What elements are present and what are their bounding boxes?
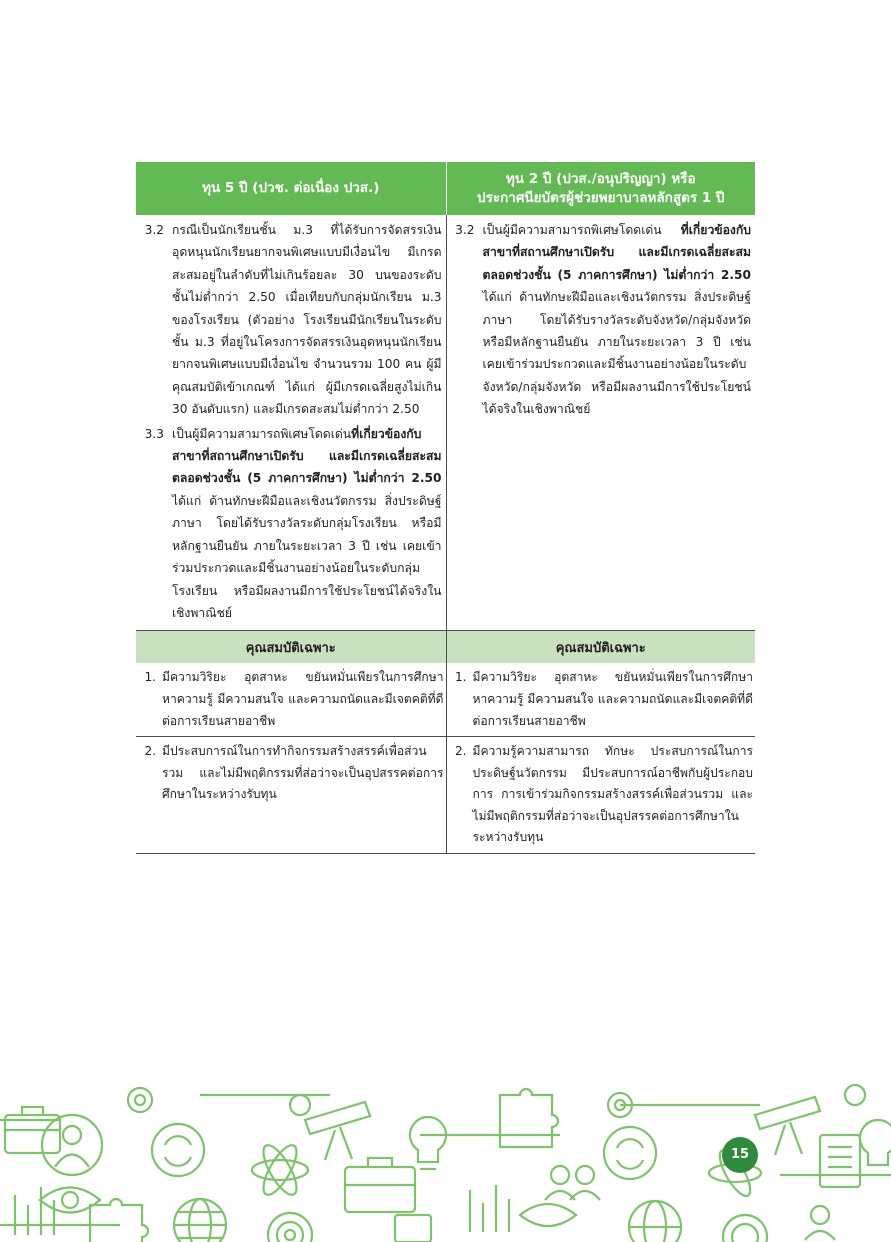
qualification-cell-left xyxy=(136,663,446,736)
target-icon xyxy=(268,1213,767,1242)
list-item xyxy=(136,667,444,732)
list-item xyxy=(136,219,442,421)
item-text-post: ได้แก่ ด้านทักษะฝีมือและเชิงนวัตกรรม สิ่งประดิษฐ์ ภาษา โดยได้รับรางวัลระดับกลุ่มโรงเรียน หรือมีหลักฐานยืนยัน ภายในระยะเวลา 3 ปี เช่น เคยเข้าร่วมประกวดและมีชิ้นงานอย่างน้อยในระดับกลุ่มโรงเรียน หรือมีผลงานมีการใช้ประโยชน์ได้จริงในเชิงพาณิชย์ xyxy=(172,493,442,620)
table-row xyxy=(136,737,755,854)
list-item xyxy=(136,423,442,625)
people-icon xyxy=(42,1115,102,1175)
list-item xyxy=(447,219,752,421)
section-header-row xyxy=(136,631,755,664)
refresh-icon xyxy=(152,1124,656,1179)
page-number-badge: 15 xyxy=(722,1137,758,1173)
qualification-cell-left xyxy=(136,737,446,854)
item-number: 3.3 xyxy=(144,426,164,441)
item-text-bold: ที่เกี่ยวข้องกับสาขาที่สถานศึกษาเปิดรับ และมีเกรดเฉลี่ยสะสมตลอดช่วงชั้น (5 ภาคการศึกษา) ไม่ต่ำกว่า 2.50 xyxy=(482,223,751,282)
section-title-left: คุณสมบัติเฉพาะ xyxy=(136,631,446,664)
item-text xyxy=(172,423,442,625)
item-number: 2. xyxy=(454,744,467,759)
people-icon xyxy=(545,1166,835,1240)
puzzle-icon xyxy=(90,1089,558,1242)
item-text-post: ได้แก่ ด้านทักษะฝีมือและเชิงนวัตกรรม สิ่งประดิษฐ์ ภาษา โดยได้รับรางวัลระดับจังหวัด/กลุ่มจังหวัด หรือมีหลักฐานยืนยัน ภายในระยะเวลา 3 ปี เช่น เคยเข้าร่วมประกวดและมีชิ้นงานอย่างน้อยในระดับจังหวัด/กลุ่มจังหวัด หรือมีผลงานมีการใช้ประโยชน์ได้จริงในเชิงพาณิชย์ xyxy=(482,290,751,417)
qualification-cell-right xyxy=(446,737,755,854)
table-row xyxy=(136,663,755,736)
globe-icon xyxy=(174,1199,681,1242)
table-header-row xyxy=(136,162,755,215)
item-text-pre: เป็นผู้มีความสามารถพิเศษโดดเด่น xyxy=(482,223,681,237)
item-number: 3.2 xyxy=(455,223,475,237)
list-item xyxy=(136,741,444,806)
table-row-criteria xyxy=(136,215,755,631)
item-text: กรณีเป็นนักเรียนชั้น ม.3 ที่ได้รับการจัดสรรเงินอุดหนุนนักเรียนยากจนพิเศษแบบมีเงื่อนไข มีเกรดสะสมอยู่ในลำดับที่ไม่เกินร้อยละ 30 บนของระดับชั้นไม่ต่ำกว่า 2.50 เมื่อเทียบกับกลุ่มนักเรียน ม.3 ของโรงเรียน (ตัวอย่าง โรงเรียนมีนักเรียนในระดับชั้น ม.3 ที่อยู่ในโครงการจัดสรรเงินอุดหนุนนักเรียนยากจนพิเศษแบบมีเงื่อนไข จำนวนรวม 100 คน ผู้มีคุณสมบัติเข้าเกณฑ์ ได้แก่ ผู้มีเกรดเฉลี่ยสูงไม่เกิน 30 อันดับแรก) และมีเกรดสะสมไม่ต่ำกว่า 2.50 xyxy=(172,223,442,417)
header-2-year-line2: ประกาศนียบัตรผู้ช่วยพยาบาลหลักสูตร 1 ปี xyxy=(477,189,725,206)
item-text xyxy=(483,219,752,421)
item-number: 2. xyxy=(144,744,156,759)
header-2-year xyxy=(446,162,755,215)
item-number: 1. xyxy=(454,670,467,685)
briefcase-icon xyxy=(5,1107,60,1153)
document-icon xyxy=(395,1135,860,1242)
right-criteria-cell xyxy=(446,215,755,631)
left-criteria-cell xyxy=(136,215,446,631)
lightbulb-icon xyxy=(410,1117,891,1169)
qualification-cell-right xyxy=(446,663,755,736)
list-item xyxy=(447,741,754,849)
item-number: 1. xyxy=(144,670,156,685)
item-text-pre: เป็นผู้มีความสามารถพิเศษโดดเด่น xyxy=(172,426,352,441)
list-item xyxy=(447,667,754,732)
item-number: 3.2 xyxy=(144,223,164,237)
item-text: มีความวิริยะ อุตสาหะ ขยันหมั่นเพียรในการศึกษาหาความรู้ มีความสนใจ และความถนัดและมีเจตคติที่ดีต่อการเรียนสายอาชีพ xyxy=(472,670,753,728)
section-title-right: คุณสมบัติเฉพาะ xyxy=(446,631,755,664)
gear-icon xyxy=(128,1085,865,1117)
item-text: มีความวิริยะ อุตสาหะ ขยันหมั่นเพียรในการศึกษาหาความรู้ มีความสนใจ และความถนัดและมีเจตคติที่ดีต่อการเรียนสายอาชีพ xyxy=(162,670,444,728)
item-text-bold: ที่เกี่ยวข้องกับสาขาที่สถานศึกษาเปิดรับ และมีเกรดเฉลี่ยสะสมตลอดช่วงชั้น (5 ภาคการศึกษา) ไม่ต่ำกว่า 2.50 xyxy=(172,426,442,486)
header-5-year: ทุน 5 ปี (ปวช. ต่อเนื่อง ปวส.) xyxy=(136,162,446,215)
briefcase-icon xyxy=(345,1158,415,1212)
header-2-year-line1: ทุน 2 ปี (ปวส./อนุปริญญา) หรือ xyxy=(505,170,696,187)
item-text: มีความรู้ความสามารถ ทักษะ ประสบการณ์ในการประดิษฐ์นวัตกรรม มีประสบการณ์อาชีพกับผู้ประกอบการ การเข้าร่วมกิจกรรมสร้างสรรค์เพื่อส่วนรวม และไม่มีพฤติกรรมที่ส่อว่าจะเป็นอุปสรรคต่อการศึกษาในระหว่างรับทุน xyxy=(472,744,753,845)
scholarship-table xyxy=(136,162,755,854)
item-text: มีประสบการณ์ในการทำกิจกรรมสร้างสรรค์เพื่อส่วนรวม และไม่มีพฤติกรรมที่ส่อว่าจะเป็นอุปสรรคต่อการศึกษาในระหว่างรับทุน xyxy=(162,744,444,802)
